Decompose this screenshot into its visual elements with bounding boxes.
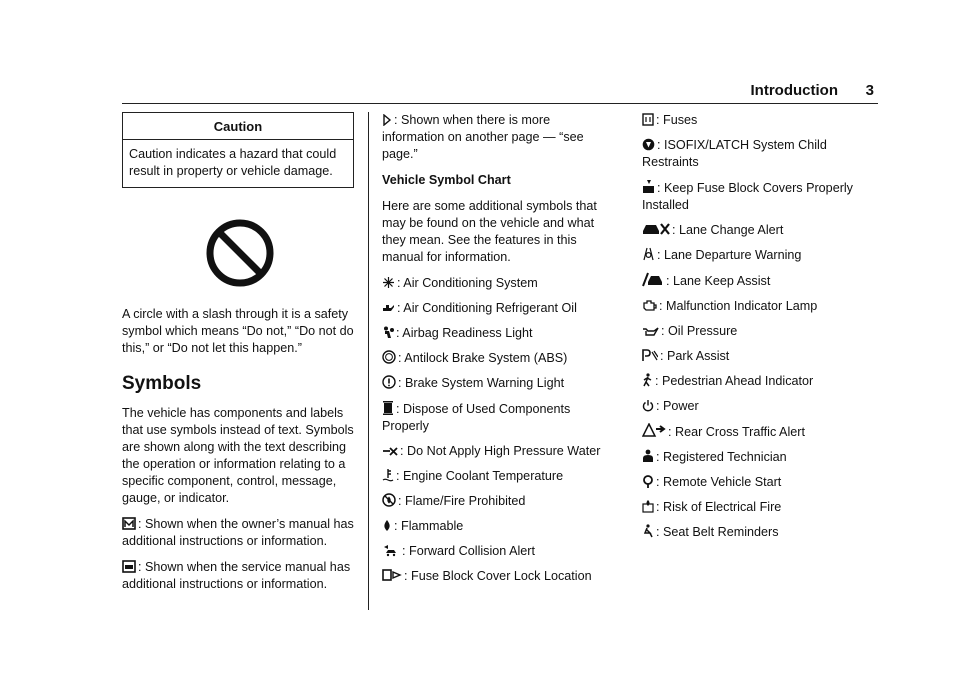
- brake-warning-icon: [382, 375, 396, 389]
- airbag-icon: [382, 326, 394, 339]
- electrical-fire-icon: [642, 499, 654, 513]
- fuse-cover-icon: [642, 179, 655, 194]
- see-page-arrow-icon: [382, 114, 392, 126]
- pedestrian-icon: [642, 373, 653, 387]
- page-header: [122, 82, 878, 104]
- symbol-item: : Fuse Block Cover Lock Location: [382, 568, 612, 585]
- symbol-item: : Lane Keep Assist: [642, 272, 878, 290]
- oil-can-icon: [382, 301, 395, 314]
- symbol-item: : Risk of Electrical Fire: [642, 499, 878, 516]
- park-assist-icon: [642, 349, 658, 362]
- caution-title: Caution: [123, 113, 353, 140]
- forward-collision-icon: [382, 544, 400, 557]
- caution-box: [122, 112, 354, 188]
- symbol-item: : Flammable: [382, 518, 612, 535]
- no-pressure-water-icon: [382, 445, 398, 457]
- column-left: [122, 112, 358, 602]
- symbols-heading: Symbols: [122, 373, 202, 394]
- engine-icon: [642, 299, 657, 312]
- header-rule: [122, 103, 878, 104]
- flame-icon: [382, 519, 392, 532]
- technician-icon: [642, 449, 654, 463]
- fuse-icon: [642, 113, 654, 126]
- no-flame-icon: [382, 493, 396, 507]
- see-page-entry: [382, 112, 612, 163]
- dispose-bin-icon: [382, 400, 394, 415]
- prohibition-circle-icon: [205, 218, 275, 288]
- owner-manual-text: : Shown when the owner’s manual has additional instructions or information.: [122, 517, 354, 548]
- symbol-item: : Lane Change Alert: [642, 222, 878, 239]
- symbol-item: : Forward Collision Alert: [382, 543, 612, 560]
- symbol-item: : Brake System Warning Light: [382, 375, 612, 392]
- symbol-item: : Registered Technician: [642, 449, 878, 466]
- vehicle-symbol-chart-heading: Vehicle Symbol Chart: [382, 173, 511, 187]
- symbol-item: : Rear Cross Traffic Alert: [642, 423, 878, 441]
- symbol-item: : Lane Departure Warning: [642, 247, 878, 264]
- symbol-item: : Remote Vehicle Start: [642, 474, 878, 491]
- column-divider: [368, 112, 369, 610]
- owner-manual-icon: [122, 517, 136, 530]
- symbol-item: : Park Assist: [642, 348, 878, 365]
- symbol-item: : Air Conditioning System: [382, 275, 612, 292]
- seat-belt-icon: [642, 524, 654, 538]
- symbol-item: : ISOFIX/LATCH System Child Restraints: [642, 138, 827, 169]
- service-manual-icon: [122, 560, 136, 573]
- symbol-item: : Malfunction Indicator Lamp: [642, 298, 878, 315]
- column-middle: [382, 112, 612, 593]
- symbol-item: : Power: [642, 398, 878, 415]
- snowflake-icon: [382, 276, 395, 289]
- lane-change-icon: [642, 222, 670, 236]
- coolant-temperature-icon: [382, 468, 394, 482]
- symbol-item: : Dispose of Used Components Properly: [382, 402, 571, 433]
- lane-keep-icon: [642, 272, 664, 287]
- page-number: 3: [865, 82, 874, 99]
- child-restraint-icon: [642, 138, 655, 151]
- symbol-item: : Oil Pressure: [642, 323, 878, 340]
- symbol-item: : Pedestrian Ahead Indicator: [642, 373, 878, 390]
- see-page-text: : Shown when there is more information on another page — “see page.”: [382, 113, 584, 161]
- fuse-lock-icon: [382, 568, 402, 582]
- caution-text: Caution indicates a hazard that could result in property or vehicle damage.: [129, 147, 337, 178]
- owner-manual-entry: [122, 516, 358, 550]
- symbol-item: : Airbag Readiness Light: [382, 325, 612, 342]
- rear-cross-traffic-icon: [642, 423, 666, 438]
- section-title: Introduction: [750, 82, 838, 99]
- symbols-intro: The vehicle has components and labels that use symbols instead of text. Symbols are shown along with the text describing the operation or information relating to a specific component, control, message, gauge, or indicator.: [122, 406, 354, 505]
- abs-icon: [382, 350, 396, 364]
- column-right: [642, 112, 878, 549]
- symbol-item: : Fuses: [642, 112, 878, 129]
- lane-departure-icon: [642, 247, 655, 261]
- power-icon: [642, 399, 654, 412]
- oil-pressure-icon: [642, 326, 659, 337]
- symbol-item: : Flame/Fire Prohibited: [382, 493, 612, 510]
- symbol-item: : Air Conditioning Refrigerant Oil: [382, 300, 612, 317]
- symbol-item: : Antilock Brake System (ABS): [382, 350, 612, 367]
- service-manual-text: : Shown when the service manual has additional instructions or information.: [122, 560, 351, 591]
- symbol-item: : Do Not Apply High Pressure Water: [382, 443, 612, 460]
- symbol-item: : Keep Fuse Block Covers Properly Installed: [642, 181, 853, 212]
- symbol-item: : Engine Coolant Temperature: [382, 468, 612, 485]
- vehicle-symbol-chart-intro: Here are some additional symbols that may be found on the vehicle and what they mean. See the features in this manual for information.: [382, 199, 597, 264]
- symbol-item: : Seat Belt Reminders: [642, 524, 878, 541]
- remote-start-icon: [642, 475, 654, 488]
- circle-description: A circle with a slash through it is a safety symbol which means “Do not,” “Do not do this,” or “Do not let this happen.”: [122, 307, 354, 355]
- service-manual-entry: [122, 559, 358, 593]
